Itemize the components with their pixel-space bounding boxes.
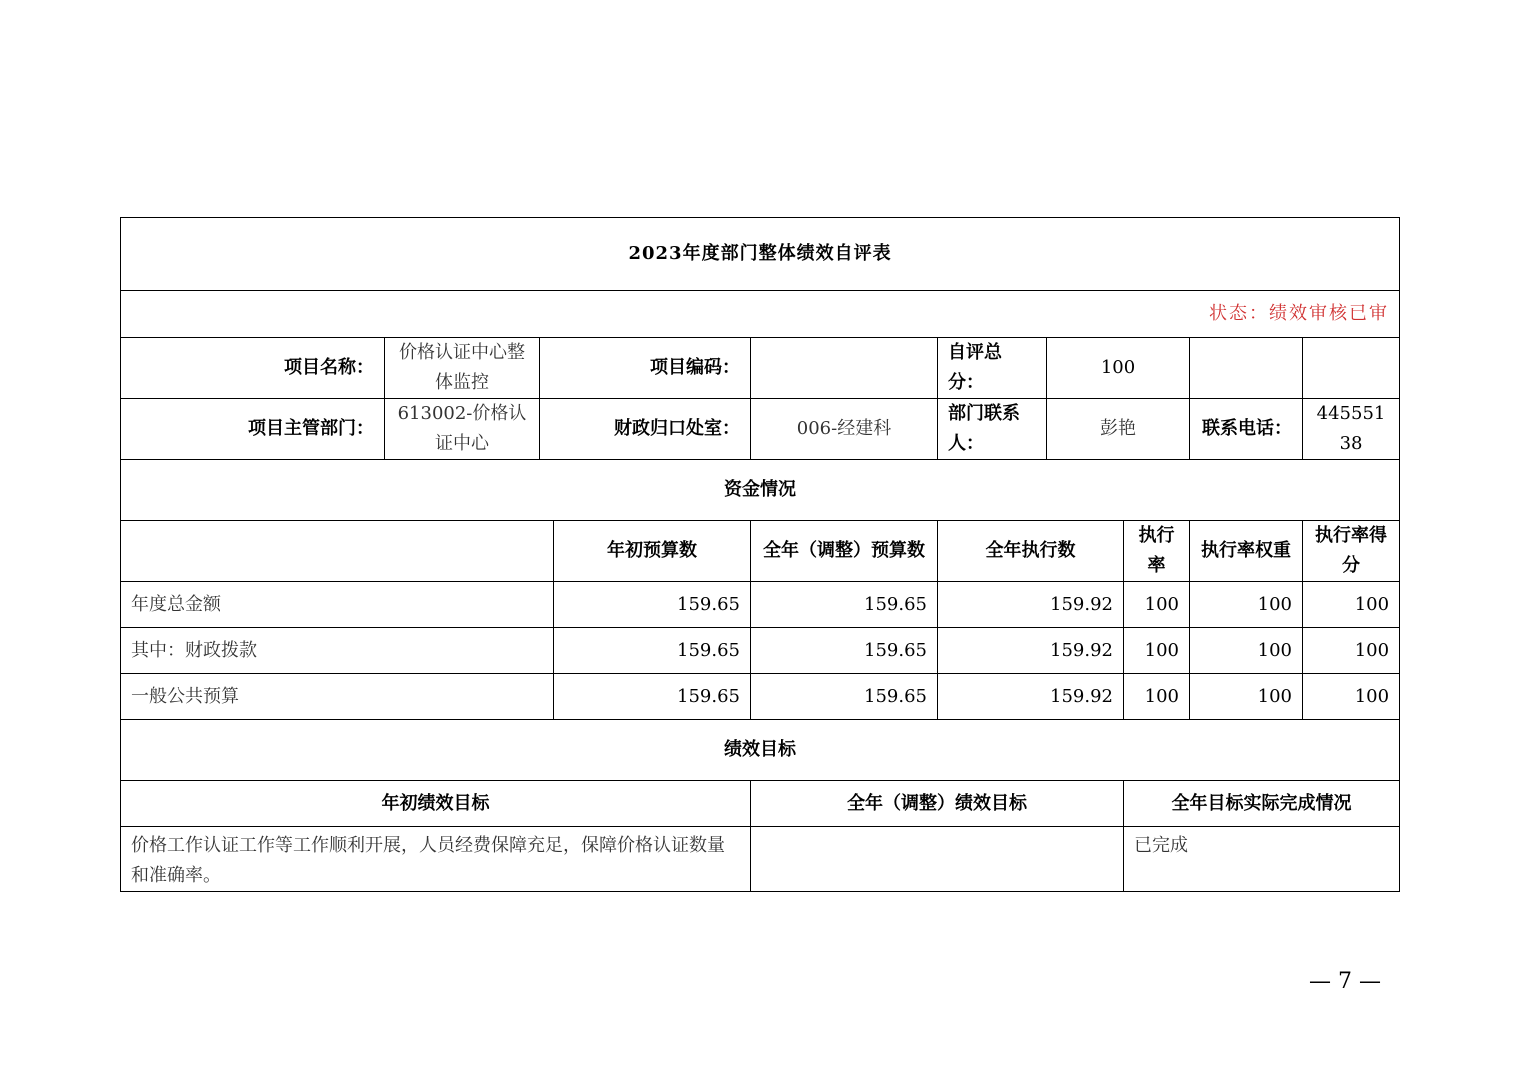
funds-header-row xyxy=(121,521,1400,582)
funds-executed: 159.92 xyxy=(938,582,1124,628)
goals-header-actual: 全年目标实际完成情况 xyxy=(1124,781,1400,827)
funds-rate: 100 xyxy=(1124,628,1190,674)
initial-goal-text: 价格工作认证工作等工作顺利开展，人员经费保障充足，保障价格认证数量和准确率。 xyxy=(121,827,751,892)
funds-section-row xyxy=(121,460,1400,521)
funds-row-label: 其中：财政拨款 xyxy=(121,628,554,674)
funds-weight: 100 xyxy=(1190,582,1303,628)
phone-value: 44555138 xyxy=(1303,399,1400,460)
funds-header-executed: 全年执行数 xyxy=(938,521,1124,582)
funds-section-title: 资金情况 xyxy=(121,460,1400,521)
self-score-value: 100 xyxy=(1047,338,1190,399)
title-row xyxy=(121,218,1400,291)
goals-section-row xyxy=(121,720,1400,781)
department-value: 613002-价格认证中心 xyxy=(385,399,540,460)
page-number: — 7 — xyxy=(1309,969,1381,994)
table-row xyxy=(121,628,1400,674)
status-text: 状态：绩效审核已审 xyxy=(121,291,1400,338)
project-info-row xyxy=(121,338,1400,399)
funds-adjusted-budget: 159.65 xyxy=(751,582,938,628)
funds-weight: 100 xyxy=(1190,628,1303,674)
department-info-row xyxy=(121,399,1400,460)
actual-completion-text: 已完成 xyxy=(1124,827,1400,892)
funds-score: 100 xyxy=(1303,674,1400,720)
empty-cell xyxy=(1190,338,1303,399)
funds-row-label: 年度总金额 xyxy=(121,582,554,628)
table-row xyxy=(121,582,1400,628)
self-evaluation-table xyxy=(120,217,1400,892)
empty-cell xyxy=(1303,338,1400,399)
goals-header-adjusted: 全年（调整）绩效目标 xyxy=(751,781,1124,827)
table-row xyxy=(121,674,1400,720)
funds-score: 100 xyxy=(1303,628,1400,674)
funds-header-rate: 执行率 xyxy=(1124,521,1190,582)
page-title: 2023年度部门整体绩效自评表 xyxy=(121,218,1400,291)
funds-header-blank xyxy=(121,521,554,582)
funds-adjusted-budget: 159.65 xyxy=(751,628,938,674)
goals-section-title: 绩效目标 xyxy=(121,720,1400,781)
funds-header-adjusted-budget: 全年（调整）预算数 xyxy=(751,521,938,582)
project-code-label: 项目编码： xyxy=(540,338,751,399)
adjusted-goal-text xyxy=(751,827,1124,892)
funds-row-label: 一般公共预算 xyxy=(121,674,554,720)
phone-label: 联系电话： xyxy=(1190,399,1303,460)
goals-row xyxy=(121,827,1400,892)
funds-initial-budget: 159.65 xyxy=(554,628,751,674)
funds-executed: 159.92 xyxy=(938,628,1124,674)
funds-executed: 159.92 xyxy=(938,674,1124,720)
funds-adjusted-budget: 159.65 xyxy=(751,674,938,720)
funds-initial-budget: 159.65 xyxy=(554,582,751,628)
department-label: 项目主管部门： xyxy=(121,399,385,460)
contact-label: 部门联系人： xyxy=(938,399,1047,460)
funds-score: 100 xyxy=(1303,582,1400,628)
funds-rate: 100 xyxy=(1124,582,1190,628)
funds-weight: 100 xyxy=(1190,674,1303,720)
project-code-value xyxy=(751,338,938,399)
funds-header-weight: 执行率权重 xyxy=(1190,521,1303,582)
self-score-label: 自评总分： xyxy=(938,338,1047,399)
contact-value: 彭艳 xyxy=(1047,399,1190,460)
project-name-value: 价格认证中心整体监控 xyxy=(385,338,540,399)
project-name-label: 项目名称： xyxy=(121,338,385,399)
goals-header-initial: 年初绩效目标 xyxy=(121,781,751,827)
finance-office-label: 财政归口处室： xyxy=(540,399,751,460)
goals-header-row xyxy=(121,781,1400,827)
funds-initial-budget: 159.65 xyxy=(554,674,751,720)
status-row xyxy=(121,291,1400,338)
funds-rate: 100 xyxy=(1124,674,1190,720)
funds-header-score: 执行率得分 xyxy=(1303,521,1400,582)
finance-office-value: 006-经建科 xyxy=(751,399,938,460)
funds-header-initial-budget: 年初预算数 xyxy=(554,521,751,582)
